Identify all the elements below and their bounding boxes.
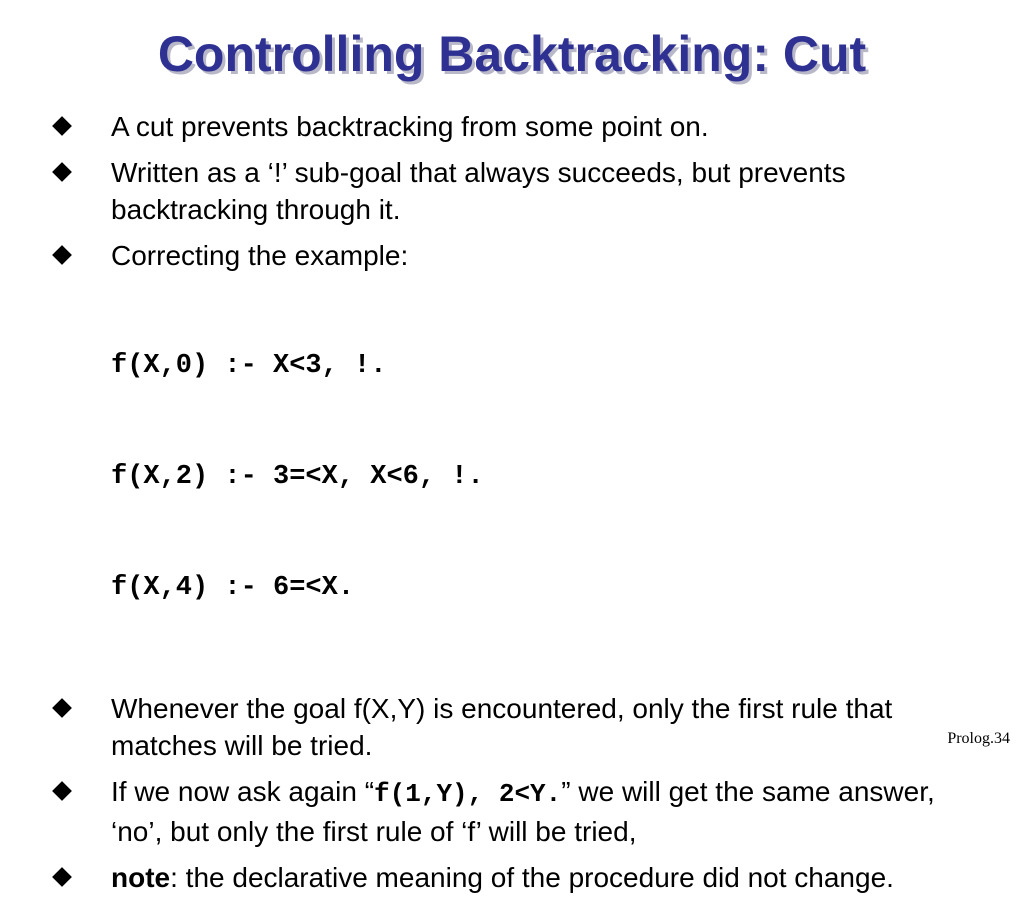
bullet-text: A cut prevents backtracking from some point on. bbox=[111, 111, 709, 142]
slide-number: Prolog.34 bbox=[947, 730, 1010, 747]
diamond-bullet-icon bbox=[54, 164, 70, 180]
slide-title: Controlling Backtracking: Cut bbox=[157, 26, 867, 82]
bullet-text: Correcting the example: bbox=[111, 240, 409, 271]
diamond-bullet-icon bbox=[54, 700, 70, 716]
code-line: f(X,0) :- X<3, !. bbox=[111, 351, 387, 381]
bullet-item-cut-syntax bbox=[0, 154, 1024, 228]
bullet-text: : the declarative meaning of the procedure did not change. bbox=[170, 862, 894, 893]
bullet-item-first-rule bbox=[0, 690, 1024, 764]
note-label: note bbox=[111, 862, 171, 893]
bullet-item-example bbox=[0, 237, 1024, 681]
bullet-text-after: ” we will get the same answer, ‘no’, but only the first rule of ‘f’ will be tried, bbox=[111, 776, 935, 847]
bullet-item-query bbox=[0, 773, 1024, 850]
bullet-text: Written as a ‘!’ sub-goal that always succeeds, but prevents backtracking through it. bbox=[111, 157, 846, 225]
code-block bbox=[111, 274, 954, 681]
diamond-bullet-icon bbox=[54, 783, 70, 799]
inline-code: f(1,Y), 2<Y. bbox=[374, 779, 562, 809]
bullet-list bbox=[0, 108, 1024, 905]
code-line: f(X,2) :- 3=<X, X<6, !. bbox=[111, 462, 484, 492]
bullet-item-note bbox=[0, 859, 1024, 896]
code-line: f(X,4) :- 6=<X. bbox=[111, 573, 355, 603]
diamond-bullet-icon bbox=[54, 118, 70, 134]
bullet-text: Whenever the goal f(X,Y) is encountered, only the first rule that matches will be tried. bbox=[111, 693, 893, 761]
diamond-bullet-icon bbox=[54, 869, 70, 885]
diamond-bullet-icon bbox=[54, 247, 70, 263]
bullet-item-cut-definition bbox=[0, 108, 1024, 145]
bullet-text-before: If we now ask again “ bbox=[111, 776, 375, 807]
